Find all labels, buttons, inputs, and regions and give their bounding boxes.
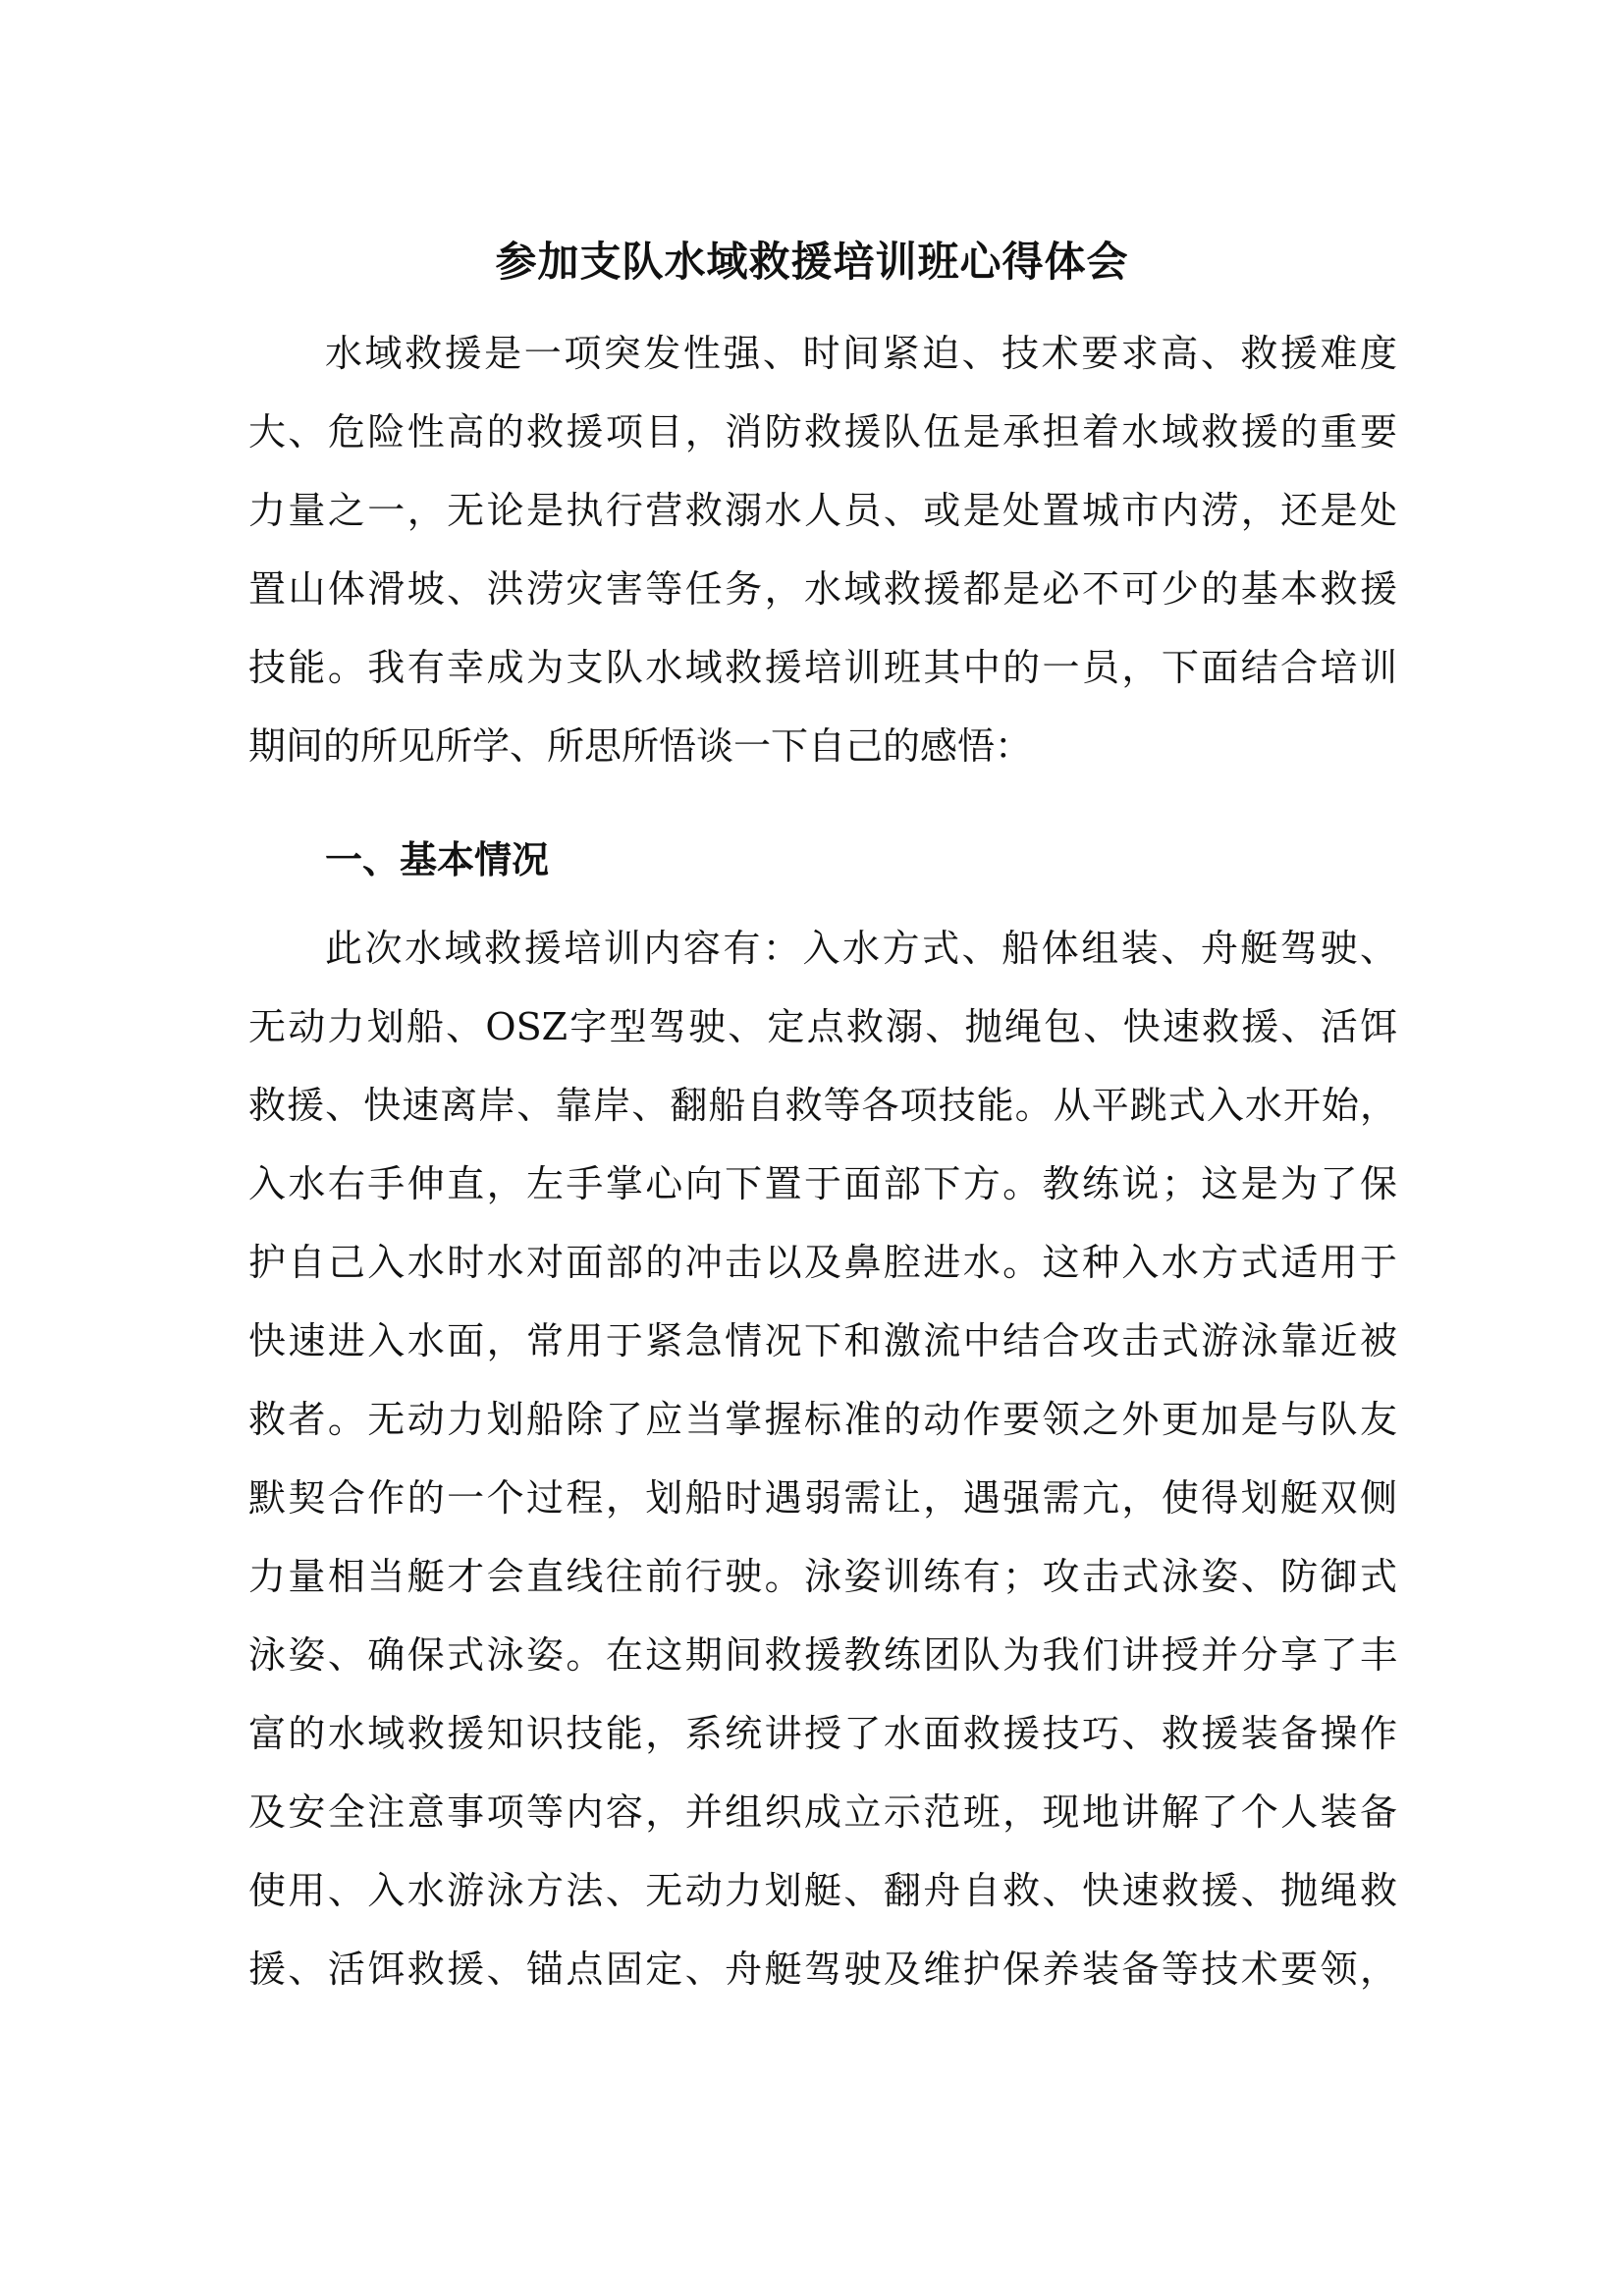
paragraph-line: 水域救援是一项突发性强、时间紧迫、技术要求高、救援难度 — [325, 332, 1397, 375]
paragraph-line: 救者。无动力划船除了应当掌握标准的动作要领之外更加是与队友 — [248, 1398, 1397, 1441]
document-title: 参加支队水域救援培训班心得体会 — [495, 238, 1129, 286]
paragraph-line: 护自己入水时水对面部的冲击以及鼻腔进水。这种入水方式适用于 — [248, 1241, 1397, 1284]
section-heading: 一、基本情况 — [325, 837, 550, 881]
paragraph-line: 富的水域救援知识技能，系统讲授了水面救援技巧、救援装备操作 — [248, 1712, 1397, 1755]
paragraph-line: 大、危险性高的救援项目，消防救援队伍是承担着水域救援的重要 — [248, 410, 1397, 454]
paragraph-line: 使用、入水游泳方法、无动力划艇、翻舟自救、快速救援、抛绳救 — [248, 1869, 1397, 1912]
paragraph-line: 泳姿、确保式泳姿。在这期间救援教练团队为我们讲授并分享了丰 — [248, 1633, 1397, 1677]
paragraph-line: 期间的所见所学、所思所悟谈一下自己的感悟： — [248, 724, 1033, 768]
paragraph-line: 援、活饵救援、锚点固定、舟艇驾驶及维护保养装备等技术要领， — [248, 1948, 1397, 1991]
paragraph-line: 入水右手伸直，左手掌心向下置于面部下方。教练说；这是为了保 — [248, 1162, 1397, 1205]
paragraph-line: 此次水域救援培训内容有：入水方式、船体组装、舟艇驾驶、 — [325, 927, 1397, 970]
paragraph-line: 置山体滑坡、洪涝灾害等任务，水域救援都是必不可少的基本救援 — [248, 567, 1397, 611]
paragraph-line: 力量之一，无论是执行营救溺水人员、或是处置城市内涝，还是处 — [248, 489, 1397, 532]
paragraph-line: 技能。我有幸成为支队水域救援培训班其中的一员，下面结合培训 — [248, 646, 1397, 689]
paragraph-line: 无动力划船、OSZ字型驾驶、定点救溺、抛绳包、快速救援、活饵 — [248, 1005, 1397, 1048]
paragraph-line: 力量相当艇才会直线往前行驶。泳姿训练有；攻击式泳姿、防御式 — [248, 1555, 1397, 1598]
paragraph-line: 救援、快速离岸、靠岸、翻船自救等各项技能。从平跳式入水开始， — [248, 1084, 1397, 1127]
paragraph-line: 快速进入水面，常用于紧急情况下和激流中结合攻击式游泳靠近被 — [248, 1319, 1397, 1362]
paragraph-line: 默契合作的一个过程，划船时遇弱需让，遇强需亢，使得划艇双侧 — [248, 1476, 1397, 1520]
paragraph-line: 及安全注意事项等内容，并组织成立示范班，现地讲解了个人装备 — [248, 1790, 1397, 1834]
